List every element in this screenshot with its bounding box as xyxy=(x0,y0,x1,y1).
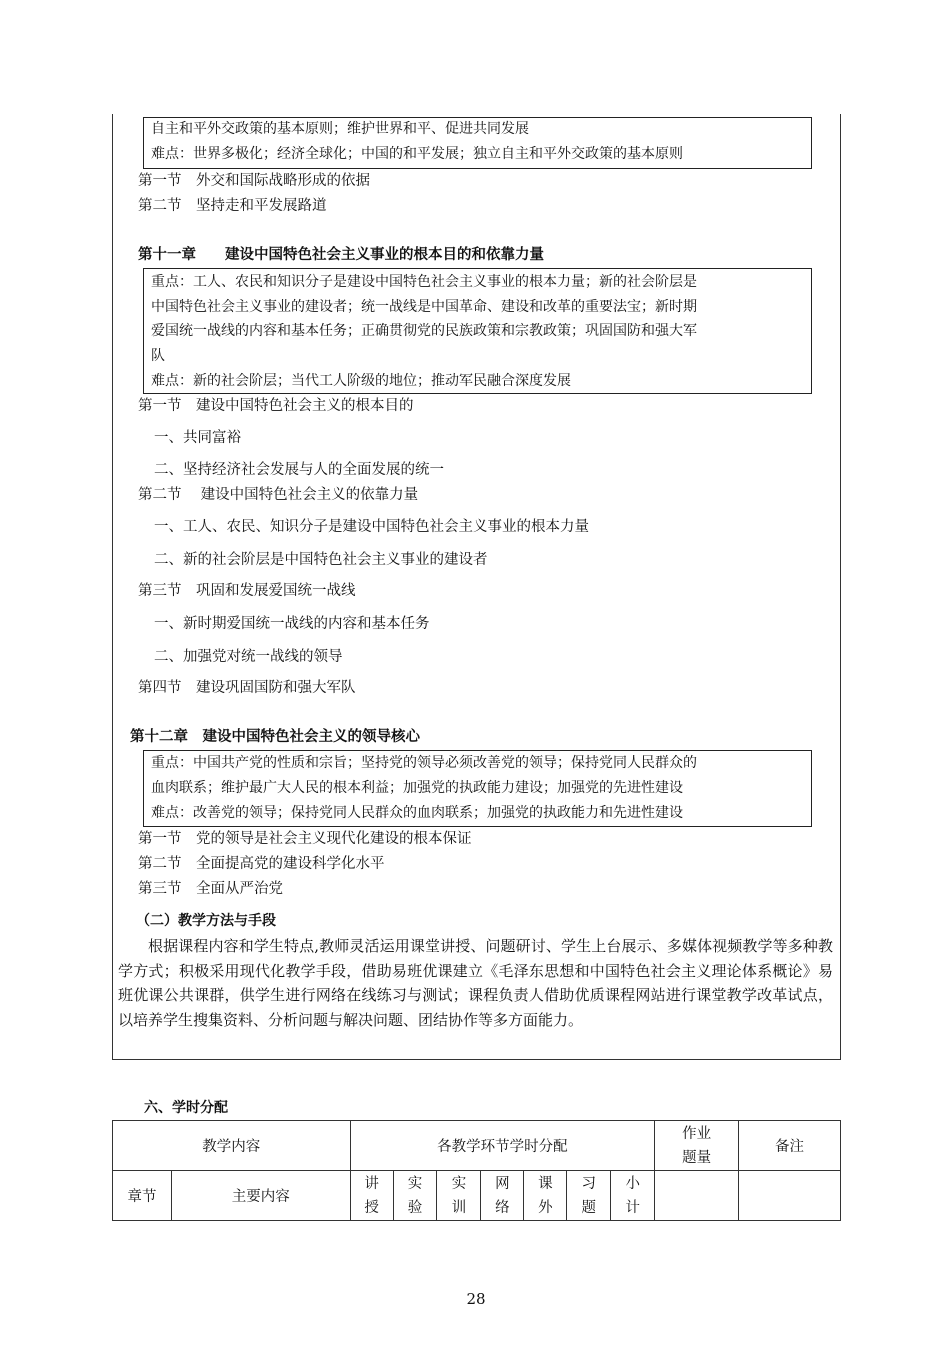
ch11-section-1: 第一节 建设中国特色社会主义的根本目的 xyxy=(138,398,414,414)
col-notes: 备注 xyxy=(739,1121,841,1171)
ch11-section-4: 第四节 建设巩固国防和强大军队 xyxy=(138,680,356,696)
ch10-difficulty: 难点：世界多极化；经济全球化；中国的和平发展；独立自主和平外交政策的基本原则 xyxy=(151,146,683,162)
subcol-extracurricular-label: 课外 xyxy=(538,1175,553,1216)
subcol-online-label: 网络 xyxy=(495,1175,510,1216)
ch11-item-2: 二、坚持经济社会发展与人的全面发展的统一 xyxy=(154,462,444,478)
ch11-difficulty: 难点：新的社会阶层；当代工人阶级的地位；推动军民融合深度发展 xyxy=(151,373,571,389)
col-homework xyxy=(655,1121,739,1171)
subcol-subtotal xyxy=(611,1171,655,1221)
subcol-extracurricular xyxy=(524,1171,567,1221)
page-number: 28 xyxy=(466,1290,486,1308)
ch12-section-1: 第一节 党的领导是社会主义现代化建设的根本保证 xyxy=(138,831,472,847)
col-main-content: 主要内容 xyxy=(171,1171,350,1221)
ch12-section-3: 第三节 全面从严治党 xyxy=(138,881,283,897)
subcol-exercises-label: 习题 xyxy=(581,1175,596,1216)
col-hour-allocation: 各教学环节学时分配 xyxy=(350,1121,655,1171)
ch12-section-2: 第二节 全面提高党的建设科学化水平 xyxy=(138,856,385,872)
col-homework-label: 作业题量 xyxy=(682,1125,712,1166)
subcol-experiment-label: 实验 xyxy=(407,1175,423,1216)
ch11-key-line-4: 队 xyxy=(151,348,165,364)
subcol-training-label: 实训 xyxy=(451,1175,467,1216)
ch11-key-line-2: 中国特色社会主义事业的建设者；统一战线是中国革命、建设和改革的重要法宝；新时期 xyxy=(151,299,697,315)
notes-cell xyxy=(739,1171,841,1221)
ch11-section-3: 第三节 巩固和发展爱国统一战线 xyxy=(138,583,356,599)
methods-heading: （二）教学方法与手段 xyxy=(136,913,276,929)
ch12-difficulty: 难点：改善党的领导；保持党同人民群众的血肉联系；加强党的执政能力和先进性建设 xyxy=(151,805,683,821)
subcol-lecture-label: 讲授 xyxy=(364,1175,379,1216)
homework-cell xyxy=(655,1171,739,1221)
ch12-title: 第十二章 建设中国特色社会主义的领导核心 xyxy=(130,729,420,745)
ch10-key-continuation: 自主和平外交政策的基本原则；维护世界和平、促进共同发展 xyxy=(151,121,529,137)
ch11-key-line-3: 爱国统一战线的内容和基本任务；正确贯彻党的民族政策和宗教政策；巩固国防和强大军 xyxy=(151,323,697,339)
subcol-experiment xyxy=(393,1171,437,1221)
ch12-key-line-2: 血肉联系；维护最广大人民的根本利益；加强党的执政能力建设；加强党的先进性建设 xyxy=(151,780,683,796)
ch11-item-6: 二、加强党对统一战线的领导 xyxy=(154,649,343,665)
hours-table xyxy=(112,1120,841,1221)
subcol-subtotal-label: 小计 xyxy=(625,1175,640,1216)
ch11-key-line-1: 重点：工人、农民和知识分子是建设中国特色社会主义事业的根本力量；新的社会阶层是 xyxy=(151,274,697,290)
ch11-item-4: 二、新的社会阶层是中国特色社会主义事业的建设者 xyxy=(154,552,488,568)
ch11-item-3: 一、工人、农民、知识分子是建设中国特色社会主义事业的根本力量 xyxy=(154,519,589,535)
ch10-section-1: 第一节 外交和国际战略形成的依据 xyxy=(138,173,370,189)
subcol-exercises xyxy=(567,1171,611,1221)
ch11-item-1: 一、共同富裕 xyxy=(154,430,241,446)
col-teaching-content: 教学内容 xyxy=(113,1121,351,1171)
col-chapter: 章节 xyxy=(113,1171,172,1221)
subcol-lecture xyxy=(350,1171,393,1221)
subcol-online xyxy=(481,1171,524,1221)
methods-paragraph: 根据课程内容和学生特点,教师灵活运用课堂讲授、问题研讨、学生上台展示、多媒体视频教学等多种教学方式；积极采用现代化教学手段，借助易班优课建立《毛泽东思想和中国特色社会主义理论体系概论》易班优课公共课群，供学生进行网络在线练习与测试；课程负责人借助优质课程网站进行课堂教学改革试点，以培养学生搜集资料、分析问题与解决问题、团结协作等多方面能力。 xyxy=(118,937,833,1029)
ch11-item-5: 一、新时期爱国统一战线的内容和基本任务 xyxy=(154,616,430,632)
ch11-title: 第十一章 建设中国特色社会主义事业的根本目的和依靠力量 xyxy=(138,247,544,263)
hours-heading: 六、学时分配 xyxy=(144,1100,228,1116)
ch10-section-2: 第二节 坚持走和平发展路道 xyxy=(138,198,327,214)
ch12-key-line-1: 重点：中国共产党的性质和宗旨；坚持党的领导必须改善党的领导；保持党同人民群众的 xyxy=(151,755,697,771)
ch11-section-2: 第二节 建设中国特色社会主义的依靠力量 xyxy=(138,487,419,503)
subcol-training xyxy=(437,1171,481,1221)
